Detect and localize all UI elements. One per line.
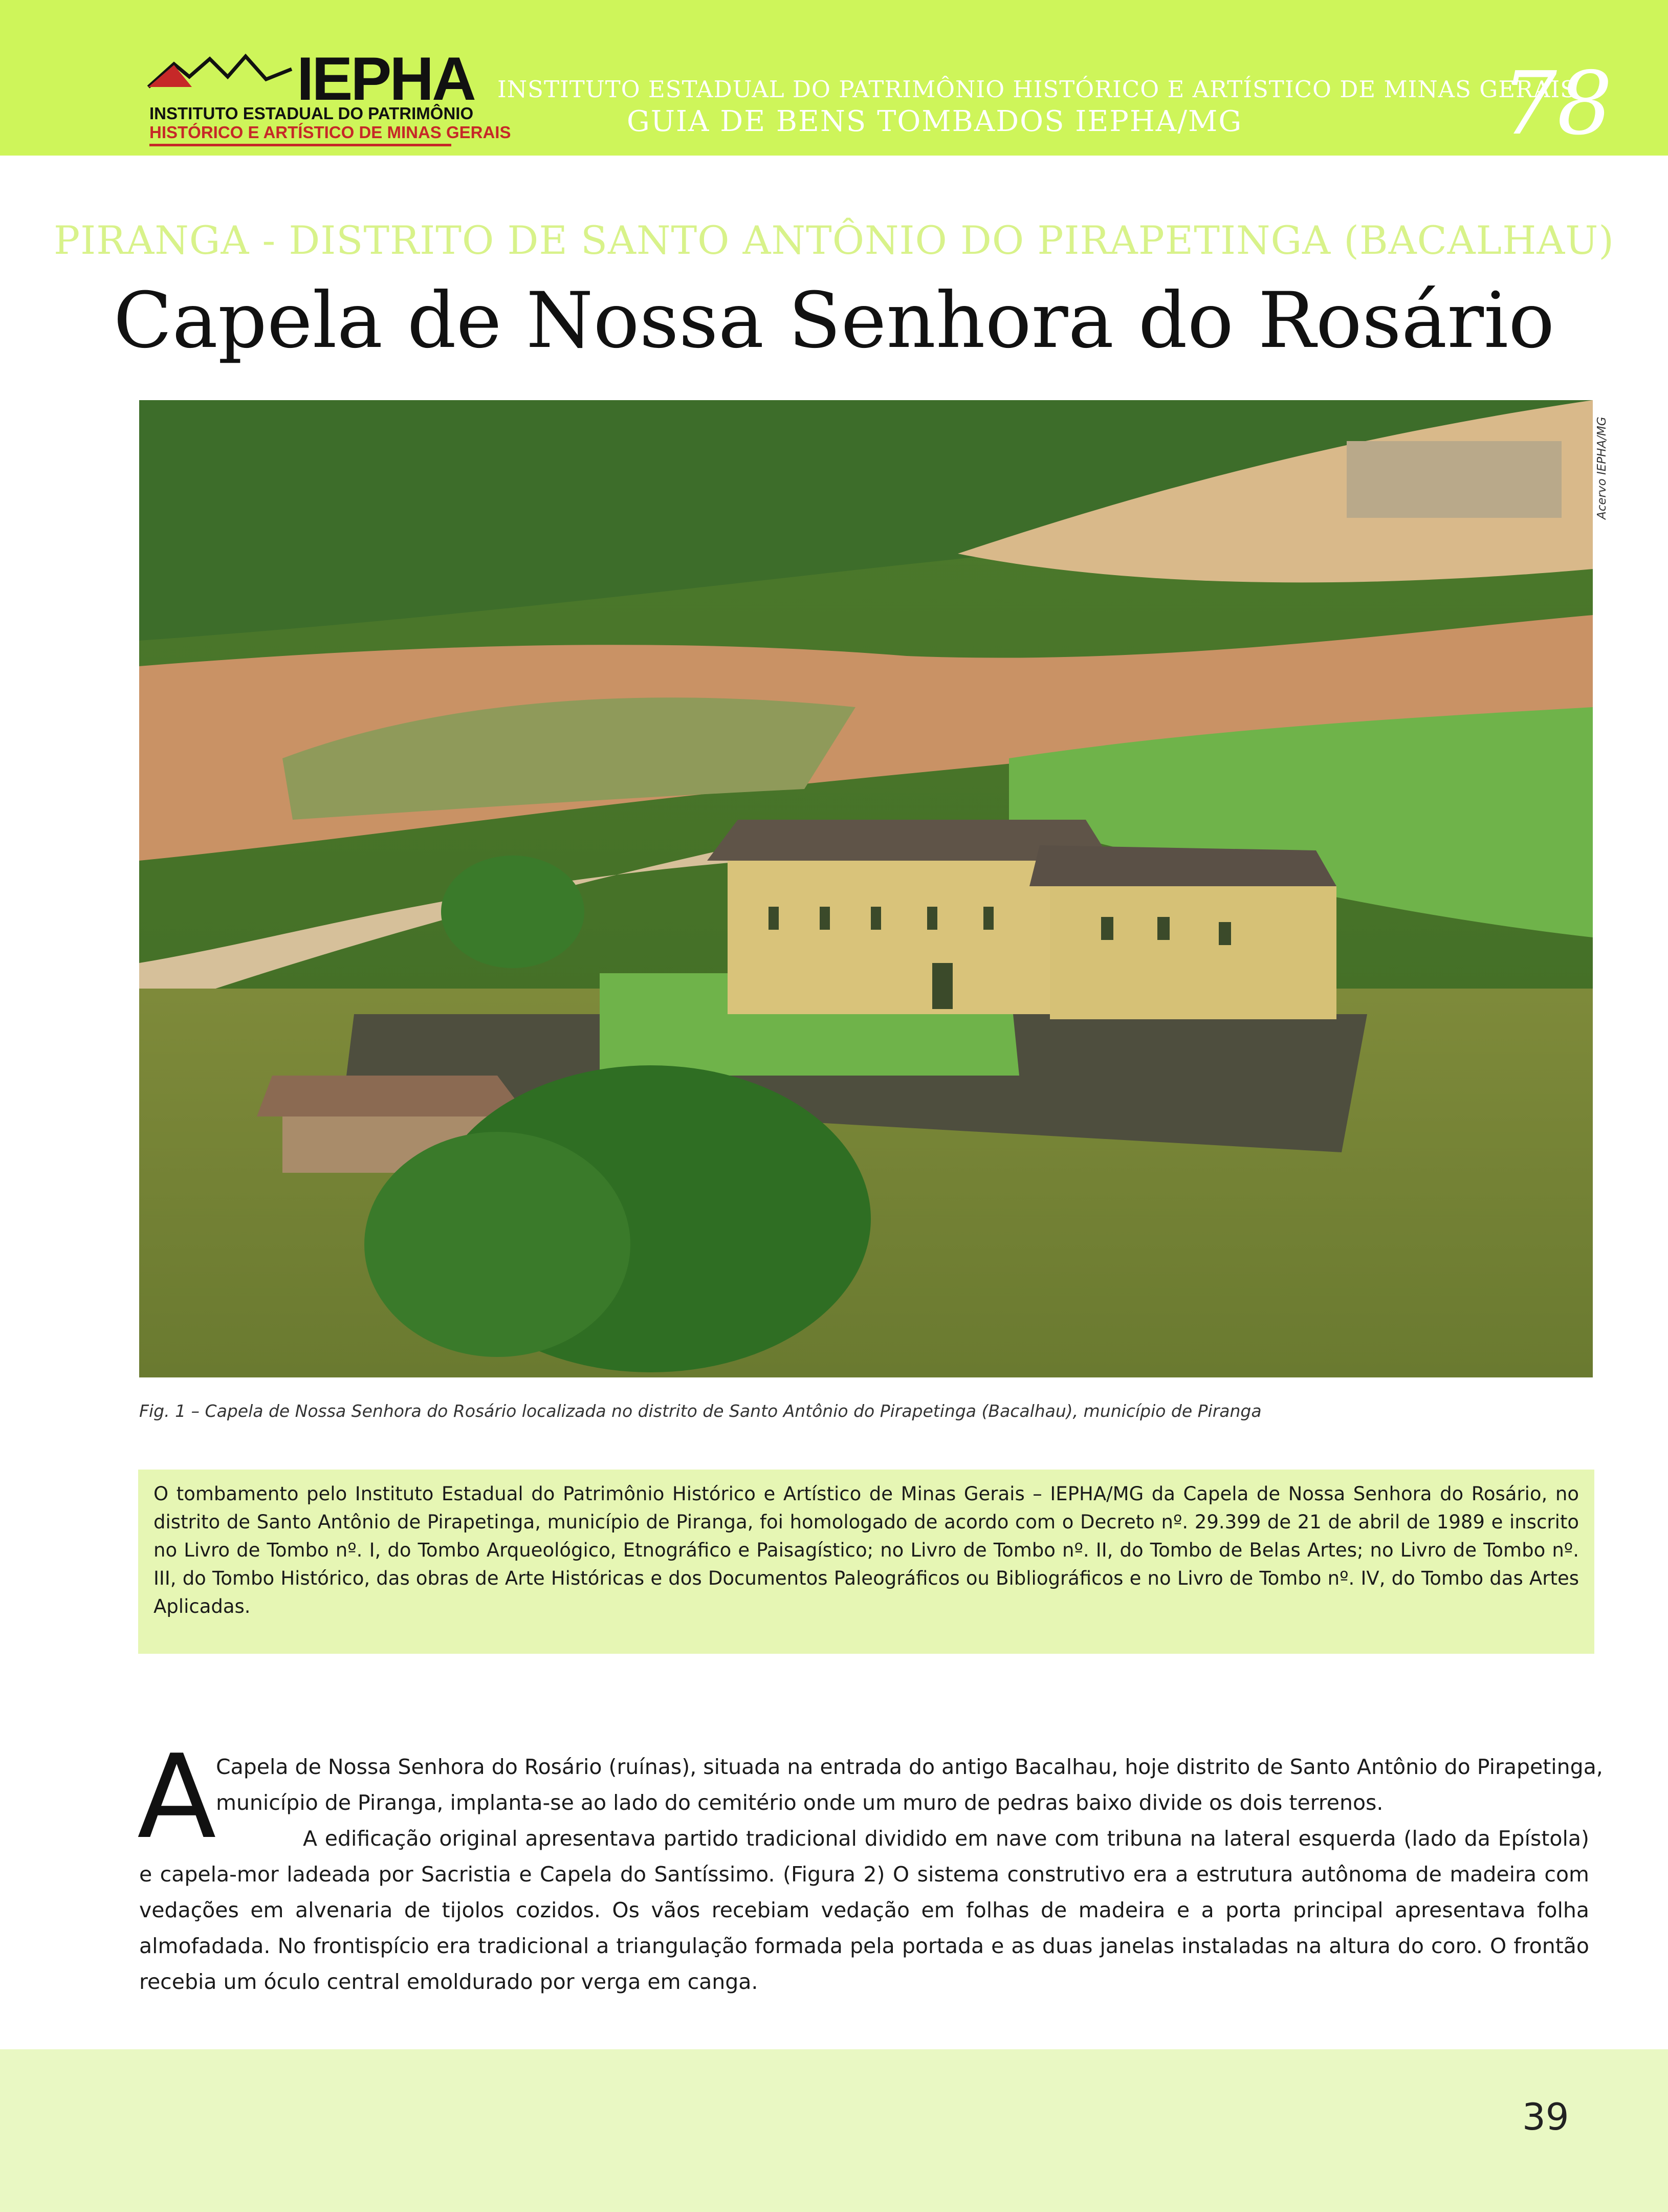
photo-credit: Acervo IEPHA/MG: [1595, 417, 1609, 519]
page-number: 39: [1522, 2095, 1569, 2138]
location-heading: PIRANGA - DISTRITO DE SANTO ANTÔNIO DO PIRAPETINGA (BACALHAU): [53, 217, 1614, 263]
iepha-logo: [143, 45, 511, 148]
guide-title: GUIA DE BENS TOMBADOS IEPHA/MG: [627, 105, 1243, 138]
logo-name: IEPHA: [297, 45, 474, 113]
mountain-logo-icon: [143, 49, 297, 100]
listing-info-box: [138, 1470, 1594, 1654]
chapel-photo: [139, 400, 1593, 1377]
body-line-1: Capela de Nossa Senhora do Rosário (ruínas), situada na entrada do antigo Bacalhau, hoje distrito de Santo Antônio do Pirapetinga,: [216, 1755, 1603, 1779]
institute-name: INSTITUTO ESTADUAL DO PATRIMÔNIO HISTÓRICO E ARTÍSTICO DE MINAS GERAIS: [497, 76, 1577, 103]
page-title: Capela de Nossa Senhora do Rosário: [113, 276, 1555, 365]
footer-band: [0, 2049, 1668, 2212]
body-text: [139, 1749, 1603, 2000]
body-line-2: município de Piranga, implanta-se ao lado do cemitério onde um muro de pedras baixo divide os dois terrenos.: [216, 1790, 1384, 1815]
logo-underline: [149, 144, 451, 146]
drop-cap: A: [137, 1730, 216, 1865]
body-paragraph-2: A edificação original apresentava partido tradicional dividido em nave com tribuna na lateral esquerda (lado da Epístola) e capela-mor ladeada por Sacristia e Capela do Santíssimo. (Figura 2) O sistema construtivo era a estrutura autônoma de madeira com vedações em alvenaria de tijolos cozidos. Os vãos recebiam vedação em folhas de madeira e a porta principal apresentava folha almofadada. No frontispício era tradicional a triangulação formada pela portada e as duas janelas instaladas na altura do coro. O frontão recebia um óculo central emoldurado por verga em canga.: [139, 1826, 1589, 1994]
photo-caption: Fig. 1 – Capela de Nossa Senhora do Rosário localizada no distrito de Santo Antônio do Pirapetinga (Bacalhau), município de Piranga: [139, 1401, 1262, 1421]
listing-info-text: O tombamento pelo Instituto Estadual do Patrimônio Histórico e Artístico de Minas Gerais – IEPHA/MG da Capela de Nossa Senhora do Rosário, no distrito de Santo Antônio de Pirapetinga, município de Piranga, foi homologado de acordo com o Decreto nº. 29.399 de 21 de abril de 1989 e inscrito no Livro de Tombo nº. I, do Tombo Arqueológico, Etnográfico e Paisagístico; no Livro de Tombo nº. II, do Tombo de Belas Artes; no Livro de Tombo nº. III, do Tombo Histórico, das obras de Arte Históricas e dos Documentos Paleográficos ou Bibliográficos e no Livro de Tombo nº. IV, do Tombo das Artes Aplicadas.: [153, 1483, 1579, 1617]
logo-line-1: INSTITUTO ESTADUAL DO PATRIMÔNIO: [149, 104, 474, 123]
logo-line-2: HISTÓRICO E ARTÍSTICO DE MINAS GERAIS: [149, 123, 511, 142]
header-page-number: 78: [1502, 53, 1613, 155]
header-band: [0, 0, 1668, 156]
